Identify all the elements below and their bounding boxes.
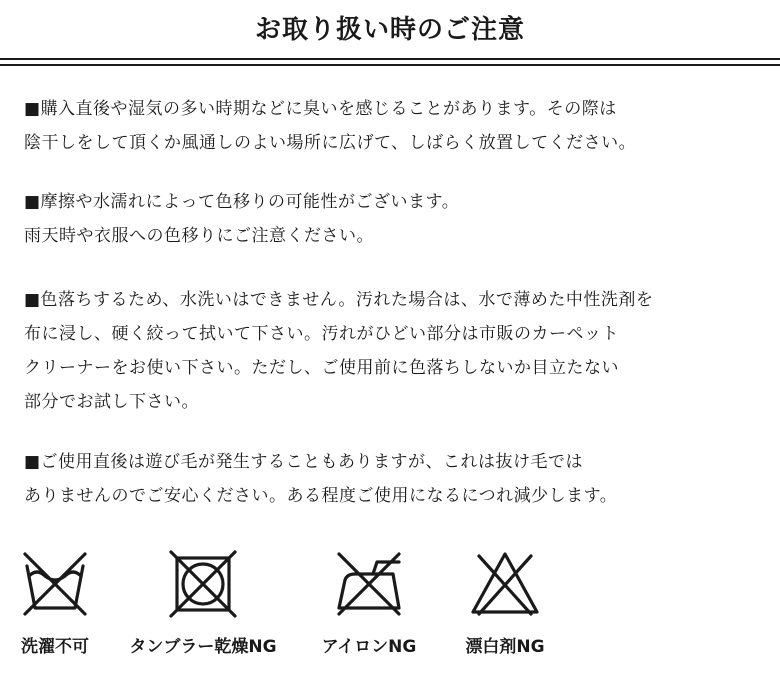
note-line: 陰干しをして頂くか風通しのよい場所に広げて、しばらく放置してください。 bbox=[24, 133, 637, 153]
note-line: ■ご使用直後は遊び毛が発生することもありますが、これは抜け毛では bbox=[24, 452, 584, 472]
note-color-transfer bbox=[24, 185, 459, 253]
care-item-no-bleach bbox=[450, 548, 560, 657]
note-shedding bbox=[24, 445, 617, 513]
note-line: 雨天時や衣服への色移りにご注意ください。 bbox=[24, 226, 374, 246]
care-item-no-washing bbox=[10, 548, 100, 657]
care-item-no-ironing bbox=[306, 548, 432, 657]
note-line: 布に浸し、硬く絞って拭いて下さい。汚れがひどい部分は市販のカーペット bbox=[24, 324, 619, 344]
care-label: タンブラー乾燥NG bbox=[129, 637, 277, 657]
page-title: お取り扱い時のご注意 bbox=[254, 15, 525, 45]
note-line: 部分でお試し下さい。 bbox=[24, 392, 199, 412]
title-divider-top bbox=[0, 58, 780, 60]
note-line: ありませんのでご安心ください。ある程度ご使用になるにつれ減少します。 bbox=[24, 486, 618, 506]
title-divider-bottom bbox=[0, 64, 780, 66]
note-line: クリーナーをお使い下さい。ただし、ご使用前に色落ちしないか目立たない bbox=[24, 358, 619, 378]
note-line: ■色落ちするため、水洗いはできません。汚れた場合は、水で薄めた中性洗剤を bbox=[24, 290, 654, 310]
note-washing bbox=[24, 283, 653, 419]
note-line: ■摩擦や水濡れによって色移りの可能性がございます。 bbox=[24, 192, 460, 212]
care-label: 漂白剤NG bbox=[465, 637, 545, 657]
no-washing-icon bbox=[19, 548, 91, 620]
no-bleach-icon bbox=[469, 548, 541, 620]
care-label: 洗濯不可 bbox=[21, 637, 89, 657]
no-ironing-icon bbox=[333, 548, 405, 620]
care-item-no-tumble-dry bbox=[118, 548, 288, 657]
care-symbols bbox=[0, 548, 780, 668]
no-tumble-dry-icon bbox=[167, 548, 239, 620]
note-line: ■購入直後や湿気の多い時期などに臭いを感じることがあります。その際は bbox=[24, 99, 617, 119]
care-label: アイロンNG bbox=[321, 637, 417, 657]
note-odor bbox=[24, 92, 636, 160]
